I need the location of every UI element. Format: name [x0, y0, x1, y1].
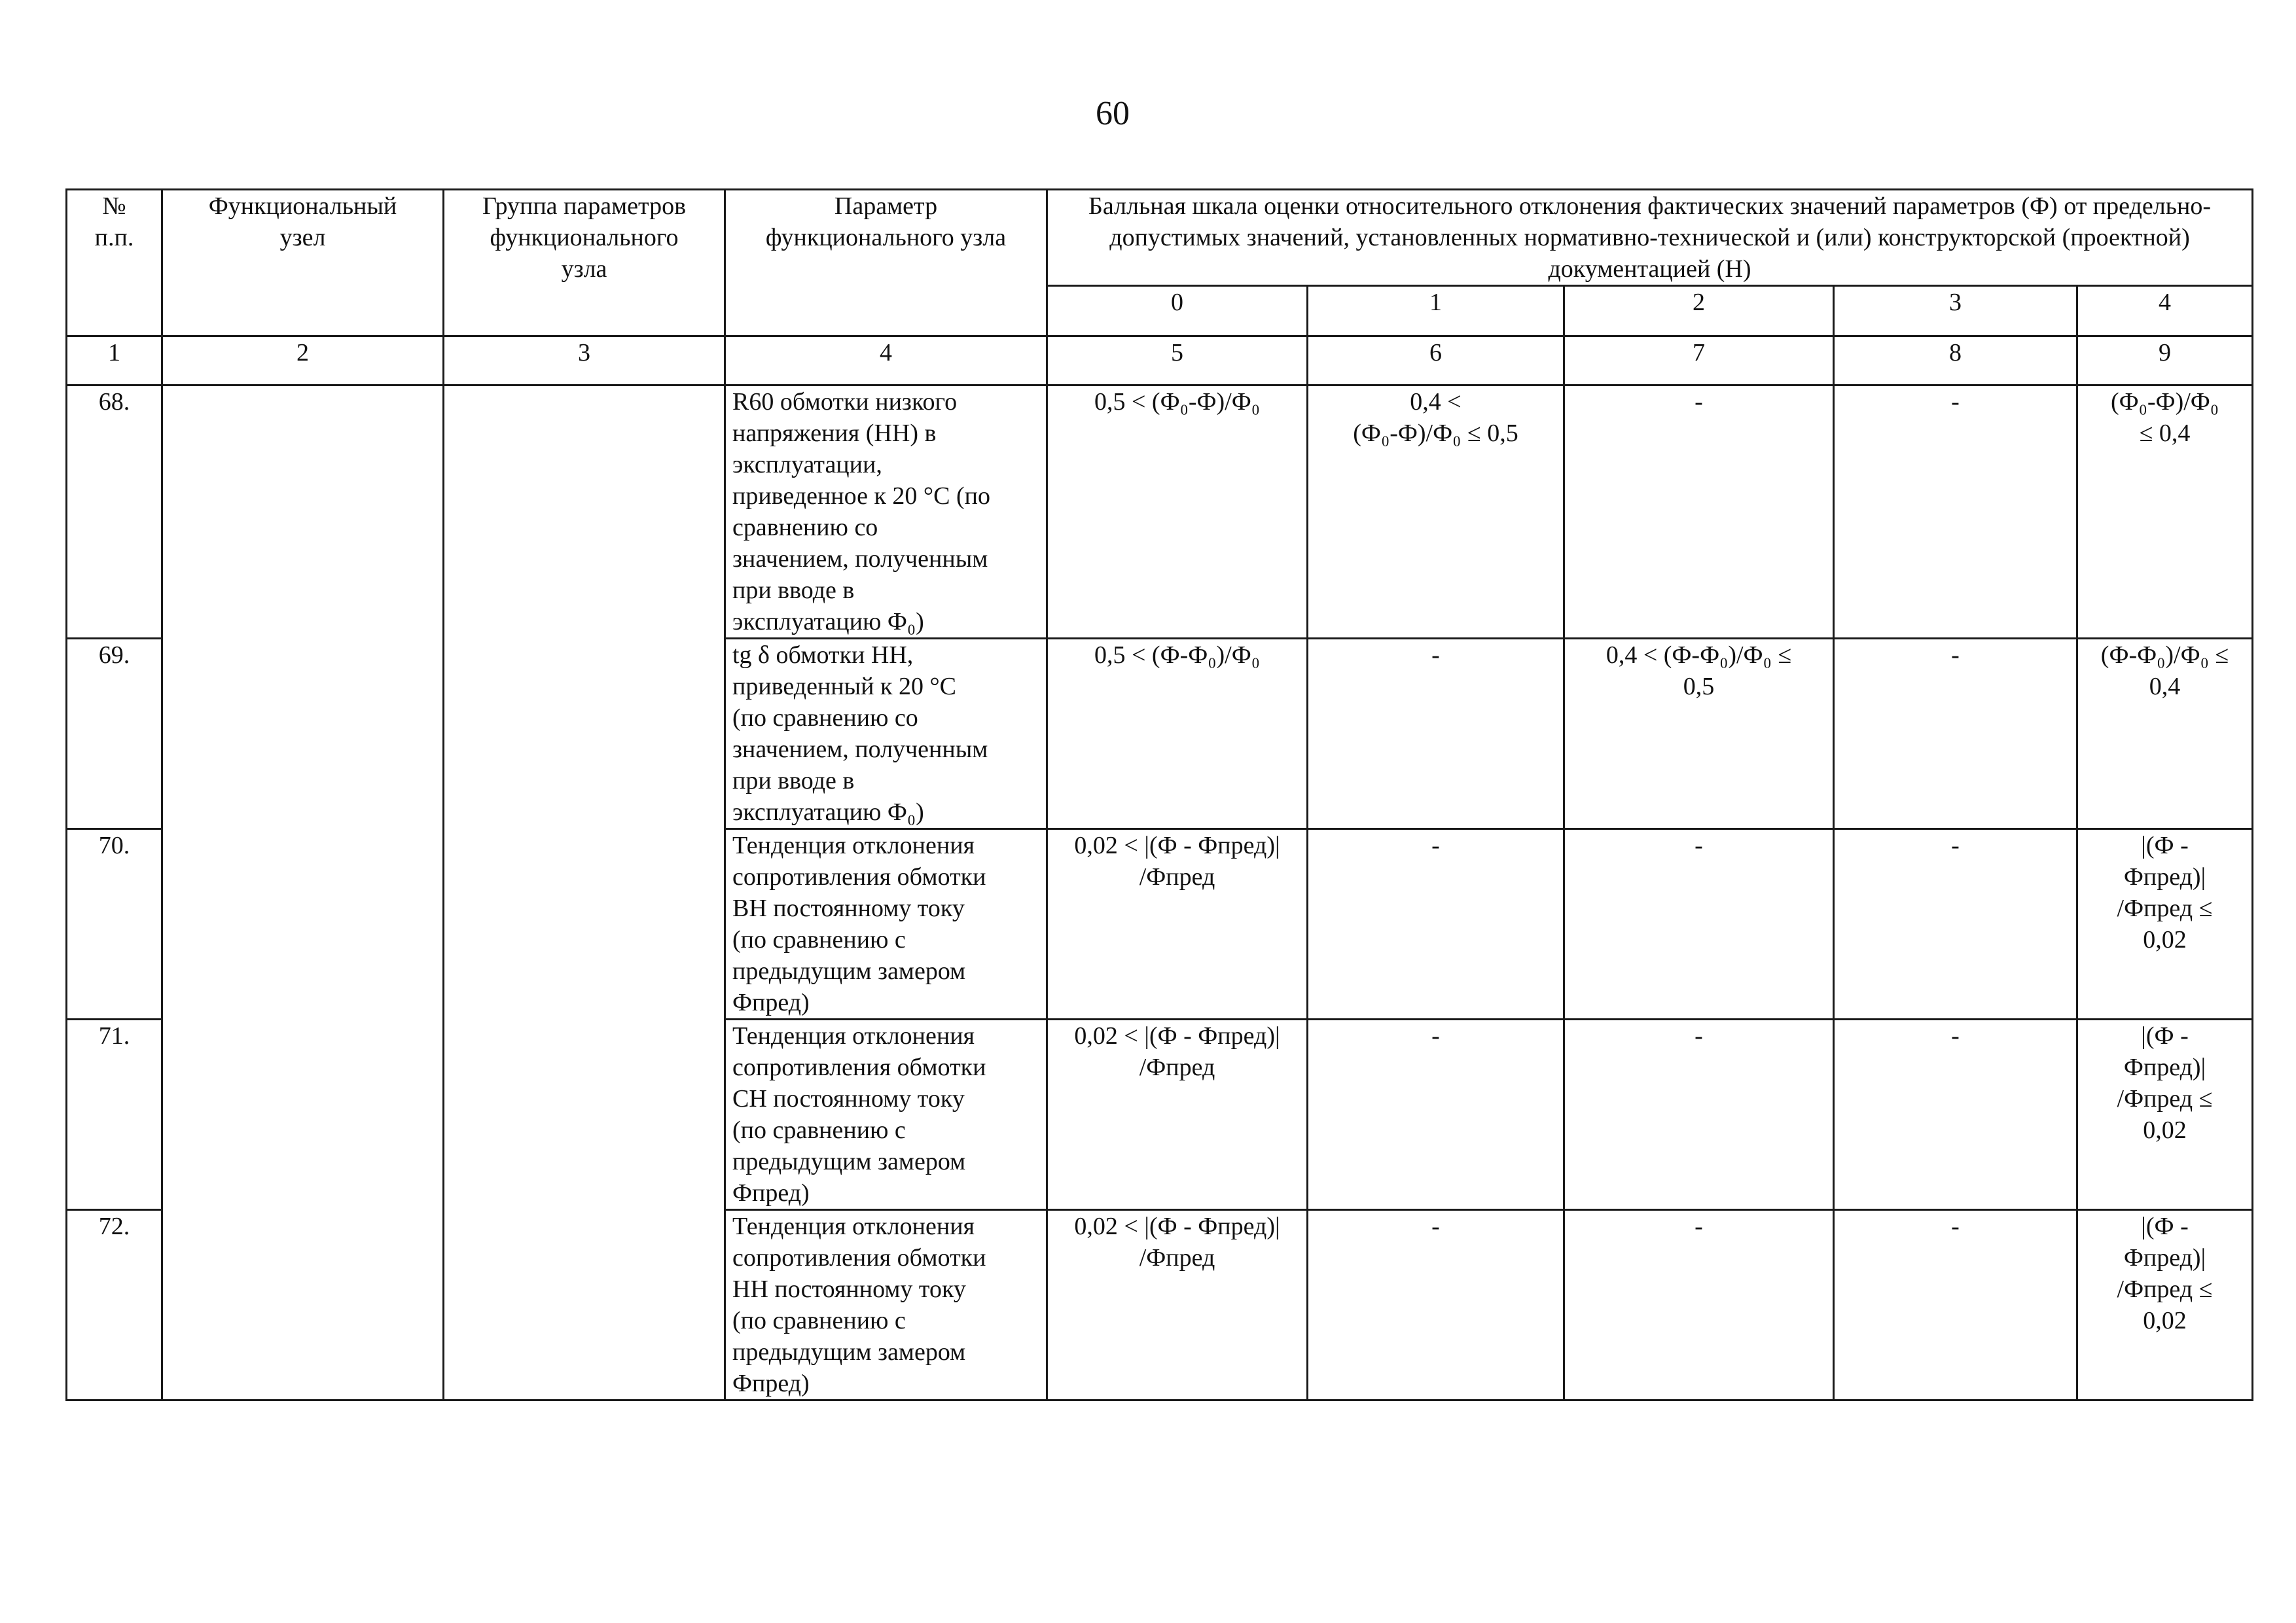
- score-2-cell: -: [1564, 1210, 1834, 1400]
- column-number: 8: [1834, 336, 2077, 385]
- parameters-table: [65, 188, 2253, 1401]
- column-number: 2: [162, 336, 444, 385]
- row-number: 70.: [67, 829, 162, 1020]
- score-1-cell: 0,4 < (Ф₀-Ф)/Ф₀ ≤ 0,5: [1308, 385, 1564, 639]
- header-number: № п.п.: [67, 190, 162, 336]
- header-score-0: 0: [1047, 286, 1308, 336]
- score-2-cell: -: [1564, 385, 1834, 639]
- score-4-cell: |(Ф - Фпред)| /Фпред ≤ 0,02: [2077, 1020, 2253, 1210]
- score-0-cell: 0,02 < |(Ф - Фпред)| /Фпред: [1047, 1210, 1308, 1400]
- column-number: 7: [1564, 336, 1834, 385]
- score-0-cell: 0,5 < (Ф₀-Ф)/Ф₀: [1047, 385, 1308, 639]
- score-4-cell: |(Ф - Фпред)| /Фпред ≤ 0,02: [2077, 1210, 2253, 1400]
- score-4-cell: (Ф-Ф₀)/Ф₀ ≤ 0,4: [2077, 639, 2253, 829]
- score-3-cell: -: [1834, 829, 2077, 1020]
- page-number: 60: [1096, 95, 1130, 132]
- row-number: 72.: [67, 1210, 162, 1400]
- column-number-row: [67, 336, 2253, 385]
- score-2-cell: -: [1564, 829, 1834, 1020]
- score-1-cell: -: [1308, 1210, 1564, 1400]
- parameter-cell: Тенденция отклонения сопротивления обмотки СН постоянному току (по сравнению с предыдущим замером Фпред): [725, 1020, 1047, 1210]
- header-parameter-group: Группа параметров функционального узла: [444, 190, 725, 336]
- score-3-cell: -: [1834, 639, 2077, 829]
- parameter-cell: tg δ обмотки НН, приведенный к 20 °С (по сравнению со значением, полученным при вводе в эксплуатацию Ф₀): [725, 639, 1047, 829]
- score-1-cell: -: [1308, 829, 1564, 1020]
- parameter-cell: R60 обмотки низкого напряжения (НН) в эксплуатации, приведенное к 20 °С (по сравнению со значением, полученным при вводе в эксплуатацию Ф₀): [725, 385, 1047, 639]
- score-4-cell: |(Ф - Фпред)| /Фпред ≤ 0,02: [2077, 829, 2253, 1020]
- header-score-3: 3: [1834, 286, 2077, 336]
- score-1-cell: -: [1308, 1020, 1564, 1210]
- column-number: 3: [444, 336, 725, 385]
- column-number: 9: [2077, 336, 2253, 385]
- header-score-4: 4: [2077, 286, 2253, 336]
- header-functional-unit: Функциональный узел: [162, 190, 444, 336]
- table-row: [67, 385, 2253, 639]
- score-0-cell: 0,5 < (Ф-Ф₀)/Ф₀: [1047, 639, 1308, 829]
- score-3-cell: -: [1834, 1210, 2077, 1400]
- parameter-cell: Тенденция отклонения сопротивления обмотки НН постоянному току (по сравнению с предыдущим замером Фпред): [725, 1210, 1047, 1400]
- score-3-cell: -: [1834, 385, 2077, 639]
- score-2-cell: 0,4 < (Ф-Ф₀)/Ф₀ ≤ 0,5: [1564, 639, 1834, 829]
- score-1-cell: -: [1308, 639, 1564, 829]
- header-score-2: 2: [1564, 286, 1834, 336]
- functional-unit-cell: [162, 385, 444, 1400]
- parameter-group-cell: [444, 385, 725, 1400]
- header-parameter: Параметр функционального узла: [725, 190, 1047, 336]
- column-number: 1: [67, 336, 162, 385]
- score-2-cell: -: [1564, 1020, 1834, 1210]
- row-number: 68.: [67, 385, 162, 639]
- row-number: 71.: [67, 1020, 162, 1210]
- score-0-cell: 0,02 < |(Ф - Фпред)| /Фпред: [1047, 1020, 1308, 1210]
- parameter-cell: Тенденция отклонения сопротивления обмотки ВН постоянному току (по сравнению с предыдущим замером Фпред): [725, 829, 1047, 1020]
- header-score-1: 1: [1308, 286, 1564, 336]
- column-number: 5: [1047, 336, 1308, 385]
- column-number: 4: [725, 336, 1047, 385]
- row-number: 69.: [67, 639, 162, 829]
- score-0-cell: 0,02 < |(Ф - Фпред)| /Фпред: [1047, 829, 1308, 1020]
- score-4-cell: (Ф₀-Ф)/Ф₀ ≤ 0,4: [2077, 385, 2253, 639]
- score-3-cell: -: [1834, 1020, 2077, 1210]
- column-number: 6: [1308, 336, 1564, 385]
- header-score-scale: Балльная шкала оценки относительного отклонения фактических значений параметров (Ф) от предельно-допустимых значений, установленных нормативно-технической и (или) конструкторской (проектной) документацией (Н): [1047, 190, 2253, 286]
